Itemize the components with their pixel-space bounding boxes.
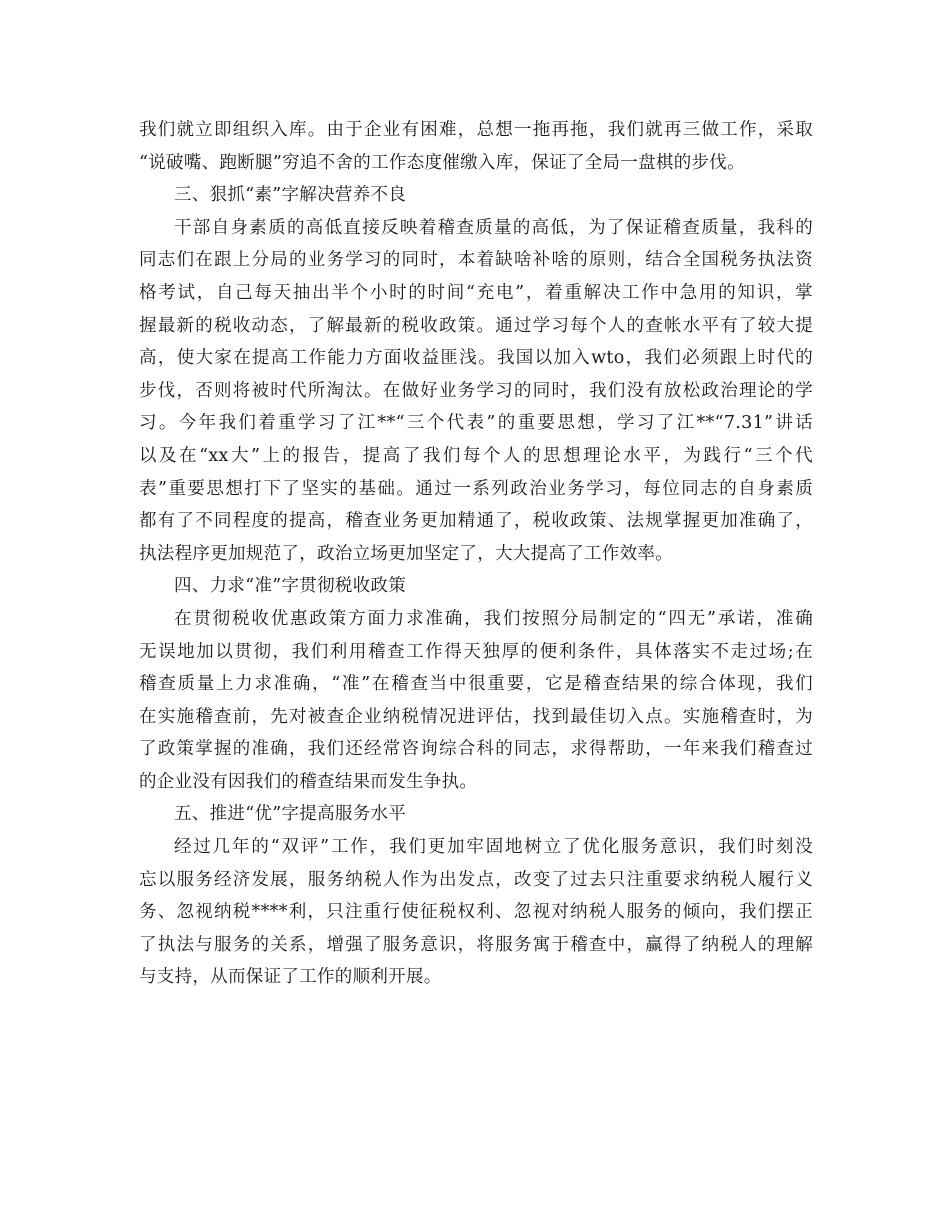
document-body — [139, 114, 813, 994]
paragraph-line: 在实施稽查前，先对被查企业纳税情况进评估，找到最佳切入点。实施稽查时，为 — [139, 706, 813, 727]
paragraph-line: 都有了不同程度的提高，稽查业务更加精通了，税收政策、法规掌握更加准确了， — [139, 511, 813, 532]
paragraph-line: 无误地加以贯彻，我们利用稽查工作得天独厚的便利条件，具体落实不走过场;在 — [139, 641, 813, 662]
paragraph-line: 习。今年我们着重学习了江**“三个代表”的重要思想，学习了江**“7.31”讲话 — [139, 413, 813, 434]
paragraph-line: “说破嘴、跑断腿”穷追不舍的工作态度催缴入库，保证了全局一盘棋的步伐。 — [139, 152, 745, 173]
paragraph-line: 务、忽视纳税****利，只注重行使征税权利、忽视对纳税人服务的倾向，我们摆正 — [139, 902, 813, 923]
paragraph-line: 的企业没有因我们的稽查结果而发生争执。 — [139, 771, 478, 792]
paragraph-line: 步伐，否则将被时代所淘汰。在做好业务学习的同时，我们没有放松政治理论的学 — [139, 380, 813, 401]
paragraph-line: 格考试，自己每天抽出半个小时的时间“充电”，着重解决工作中急用的知识，掌 — [139, 282, 813, 303]
paragraph-line: 经过几年的“双评”工作，我们更加牢固地树立了优化服务意识，我们时刻没 — [174, 837, 813, 858]
paragraph-line: 了执法与服务的关系，增强了服务意识，将服务寓于稽查中，赢得了纳税人的理解 — [139, 934, 813, 955]
paragraph-line: 稽查质量上力求准确，“准”在稽查当中很重要，它是稽查结果的综合体现，我们 — [139, 674, 813, 695]
paragraph-line: 高，使大家在提高工作能力方面收益匪浅。我国以加入wto，我们必须跟上时代的 — [139, 348, 813, 369]
paragraph-line: 忘以服务经济发展，服务纳税人作为出发点，改变了过去只注重要求纳税人履行义 — [139, 869, 813, 890]
paragraph-line: 表”重要思想打下了坚实的基础。通过一系列政治业务学习，每位同志的自身素质 — [139, 478, 813, 499]
paragraph-line: 以及在“xx大”上的报告，提高了我们每个人的思想理论水平，为践行“三个代 — [139, 445, 813, 466]
paragraph-line: 握最新的税收动态，了解最新的税收政策。通过学习每个人的查帐水平有了较大提 — [139, 315, 813, 336]
paragraph-line: 同志们在跟上分局的业务学习的同时，本着缺啥补啥的原则，结合全国税务执法资 — [139, 250, 813, 271]
paragraph-line: 在贯彻税收优惠政策方面力求准确，我们按照分局制定的“四无”承诺，准确 — [174, 608, 813, 629]
paragraph-line: 与支持，从而保证了工作的顺利开展。 — [139, 967, 442, 988]
paragraph-line: 了政策掌握的准确，我们还经常咨询综合科的同志，求得帮助，一年来我们稽查过 — [139, 739, 813, 760]
section-heading: 三、狠抓“素”字解决营养不良 — [174, 185, 407, 206]
paragraph-line: 我们就立即组织入库。由于企业有困难，总想一拖再拖，我们就再三做工作，采取 — [139, 120, 813, 140]
paragraph-line: 执法程序更加规范了，政治立场更加坚定了，大大提高了工作效率。 — [139, 543, 673, 564]
section-heading: 五、推进“优”字提高服务水平 — [174, 804, 407, 825]
paragraph-line: 干部自身素质的高低直接反映着稽查质量的高低，为了保证稽查质量，我科的 — [174, 217, 813, 238]
section-heading: 四、力求“准”字贯彻税收政策 — [174, 576, 407, 597]
